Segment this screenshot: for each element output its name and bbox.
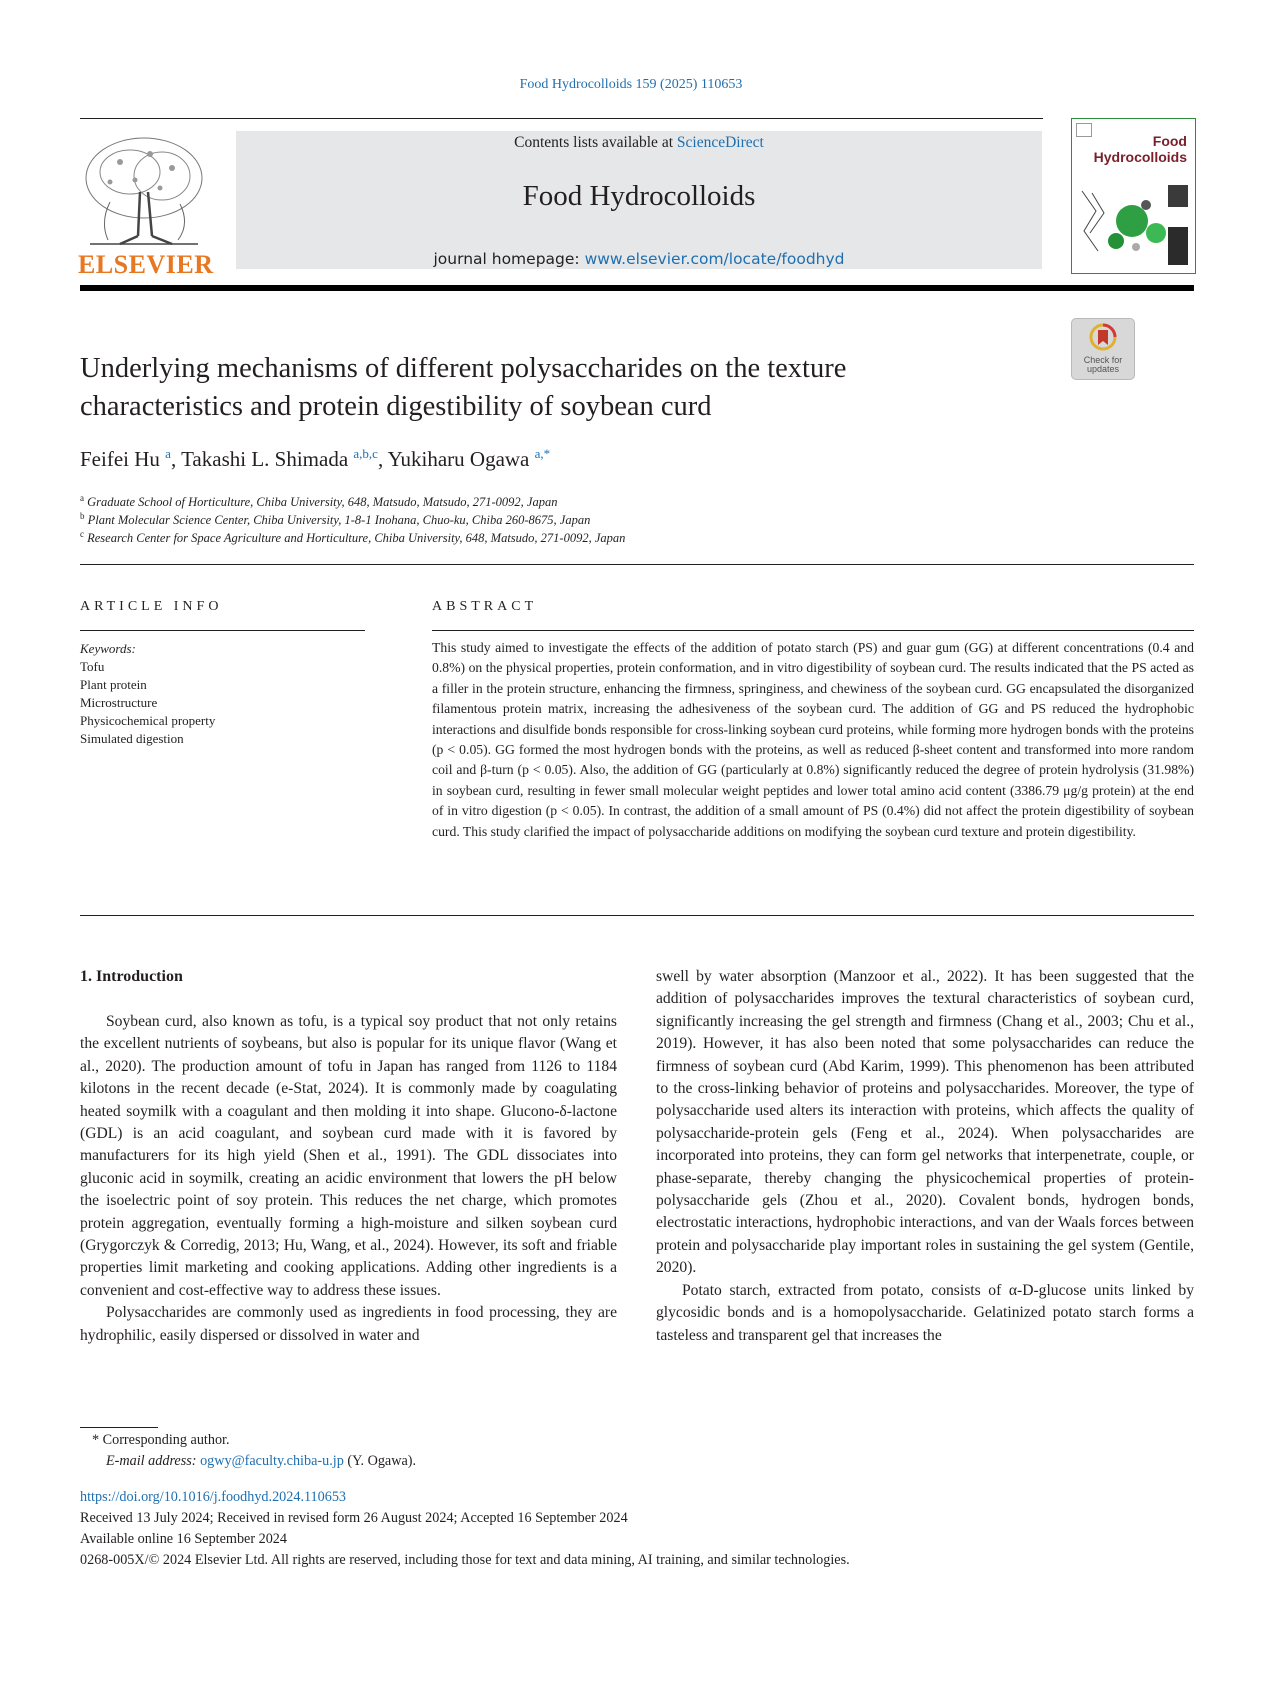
author-list [80,446,550,472]
affiliation-c [80,529,625,546]
author-name[interactable]: Feifei Hu [80,447,160,471]
cover-publisher-icon [1076,123,1092,137]
keyword: Physicochemical property [80,713,216,728]
email-label: E-mail address: [106,1453,197,1469]
header-rule [80,285,1194,291]
affiliation-text: Graduate School of Horticulture, Chiba University, 648, Matsudo, Matsudo, 271-0092, Japan [87,495,558,510]
copyright-notice: 0268-005X/© 2024 Elsevier Ltd. All rights are reserved, including those for text and data mining, AI training, and similar technologies. [80,1552,850,1568]
keywords-label: Keywords: [80,641,136,656]
body-column-left [80,1011,617,1347]
check-updates-line2: updates [1086,364,1120,374]
top-rule [80,118,1043,119]
paragraph: Soybean curd, also known as tofu, is a typical soy product that not only retains the excellent nutrients of soybeans, but also is popular for its unique flavor (Wang et al., 2020). The production amount of tofu in Japan has ranged from 1126 to 1184 kilotons in the recent decade (e-Stat, 2024). It is commonly made by coagulating heated soymilk with a coagulant and then molding it into shape. Glucono-δ-lactone (GDL) is an acid coagulant, and soybean curd made with it is favored by manufacturers for its high yield (Shen et al., 1991). The GDL dissociates into gluconic acid in soymilk, creating an acidic environment that lowers the pH below the isoelectric point of soy protein. This reduces the net charge, which promotes protein aggregation, eventually forming a high-moisture and silken soybean curd (Grygorczyk & Corredig, 2013; Hu, Wang, et al., 2024). However, its soft and friable properties limit marketing and cooking applications. Adding other ingredients is a convenient and cost-effective way to address these issues. [80,1013,617,1299]
affiliation-marker: c [80,529,84,539]
affiliation-a [80,493,557,510]
affiliation-marker: a [80,493,84,503]
keyword: Simulated digestion [80,731,184,746]
author-name[interactable]: Yukiharu Ogawa [387,447,530,471]
abstract-rule [432,630,1194,631]
abstract-text: This study aimed to investigate the effects of the addition of potato starch (PS) and guar gum (GG) at different concentrations (0.4 and 0.8%) on the physical properties, protein conformation, and in vitro digestibility of soybean curd. The results indicated that the PS acted as a filler in the protein structure, enhancing the firmness, springiness, and chewiness of the soybean curd. GG encapsulated the disorganized filamentous protein matrix, increasing the adhesiveness of the soybean curd. The addition of GG and PS reduced the hydrophobic interactions and disulfide bonds responsible for cross-linking soybean curd proteins, while forming more hydrogen bonds with the proteins (p < 0.05). GG formed the most hydrogen bonds with the proteins, as well as reduced β-sheet content and transformed into more random coil and β-turn (p < 0.05). Also, the addition of GG (particularly at 0.8%) significantly reduced the degree of protein hydrolysis (31.98%) in soybean curd, resulting in fewer small molecular weight peptides and lower total amino acid content (3386.79 μg/g protein) at the end of in vitro digestion (p < 0.05). In contrast, the addition of a small amount of PS (0.4%) did not affect the protein digestibility of soybean curd. This study clarified the impact of polysaccharide additions on modifying the soybean curd texture and protein digestibility. [432,640,1194,839]
email-suffix: (Y. Ogawa). [343,1453,417,1469]
title-line-1: Underlying mechanisms of different polysaccharides on the texture [80,353,847,384]
keyword: Plant protein [80,677,147,692]
abstract-bottom-rule [80,915,1194,916]
email-link[interactable]: ogwy@faculty.chiba-u.jp [200,1453,344,1469]
cover-molecule-graphic [1076,181,1190,267]
doi-link[interactable]: https://doi.org/10.1016/j.foodhyd.2024.110653 [80,1489,347,1505]
footnote-rule [80,1427,158,1428]
homepage-prefix: journal homepage: [433,250,585,268]
paragraph: Potato starch, extracted from potato, consists of α-D-glucose units linked by glycosidic bonds and is a homopolysaccharide. Gelatinized potato starch forms a tasteless and transparent gel that increases the [656,1281,1194,1344]
bookmark-icon [1089,323,1117,353]
homepage-link[interactable]: www.elsevier.com/locate/foodhyd [584,250,845,268]
article-info-heading: ARTICLE INFO [80,599,223,614]
paragraph: swell by water absorption (Manzoor et al., 2022). It has been suggested that the addition of polysaccharides improves the textural characteristics of soybean curd, significantly increasing the gel strength and firmness (Chang et al., 2003; Chu et al., 2019). However, it has also been noted that some polysaccharides can reduce the firmness of soybean curd (Abd Karim, 1999). This phenomenon has been attributed to the cross-linking behavior of proteins and polysaccharides. Moreover, the type of polysaccharide used alters its interaction with proteins, which affects the quality of polysaccharide-protein gels (Feng et al., 2024). When polysaccharides are incorporated into proteins, they can form gel networks that interpenetrate, couple, or phase-separate, thereby changing the physicochemical properties of protein-polysaccharide gels (Zhou et al., 2020). Covalent bonds, hydrogen bonds, electrostatic interactions, hydrophobic interactions, and van der Waals forces between protein and polysaccharide play important roles in sustaining the gel system (Gentile, 2020). [656,968,1194,1277]
received-dates: Received 13 July 2024; Received in revised form 26 August 2024; Accepted 16 September 2024 [80,1510,628,1526]
author-separator: , [170,447,182,471]
journal-cover [1071,118,1196,274]
email-line [106,1453,416,1470]
author-affiliation-marker[interactable]: a,* [534,446,551,461]
keyword: Tofu [80,659,105,674]
keywords-block [80,640,365,748]
author-affiliation-marker[interactable]: a,b,c [353,446,378,461]
homepage-line [236,250,1042,268]
affiliation-marker: b [80,511,85,521]
check-for-updates-badge[interactable] [1071,318,1135,380]
keyword: Microstructure [80,695,158,710]
author-name[interactable]: Takashi L. Shimada [181,447,349,471]
affiliations-rule [80,564,1194,565]
affiliation-b [80,511,590,528]
article-info-rule [80,630,365,631]
article-title [80,350,980,426]
cover-title-2: Hydrocolloids [1093,149,1187,165]
title-line-2: characteristics and protein digestibility of soybean curd [80,391,712,422]
contents-line [236,134,1042,152]
body-column-right [656,966,1194,1347]
corresponding-author-note: * Corresponding author. [92,1432,230,1448]
journal-name: Food Hydrocolloids [522,180,756,212]
author-affiliation-marker[interactable]: a [165,446,171,461]
contents-prefix: Contents lists available at [514,134,677,151]
available-online: Available online 16 September 2024 [80,1531,287,1547]
cover-title-1: Food [1152,133,1187,149]
affiliation-text: Plant Molecular Science Center, Chiba University, 1-8-1 Inohana, Chuo-ku, Chiba 260-8675, Japan [87,513,591,528]
check-updates-line1: Check for [1083,355,1123,365]
paragraph: Polysaccharides are commonly used as ingredients in food processing, they are hydrophilic, easily dispersed or dissolved in water and [80,1304,617,1344]
abstract-heading: ABSTRACT [432,599,538,614]
introduction-heading: 1. Introduction [80,968,183,985]
sciencedirect-link[interactable]: ScienceDirect [676,134,764,151]
journal-reference[interactable]: Food Hydrocolloids 159 (2025) 110653 [519,77,743,92]
author-separator: , [377,447,388,471]
affiliation-text: Research Center for Space Agriculture and Horticulture, Chiba University, 648, Matsudo, 271-0092, Japan [87,531,626,546]
publisher-name: ELSEVIER [78,250,214,279]
